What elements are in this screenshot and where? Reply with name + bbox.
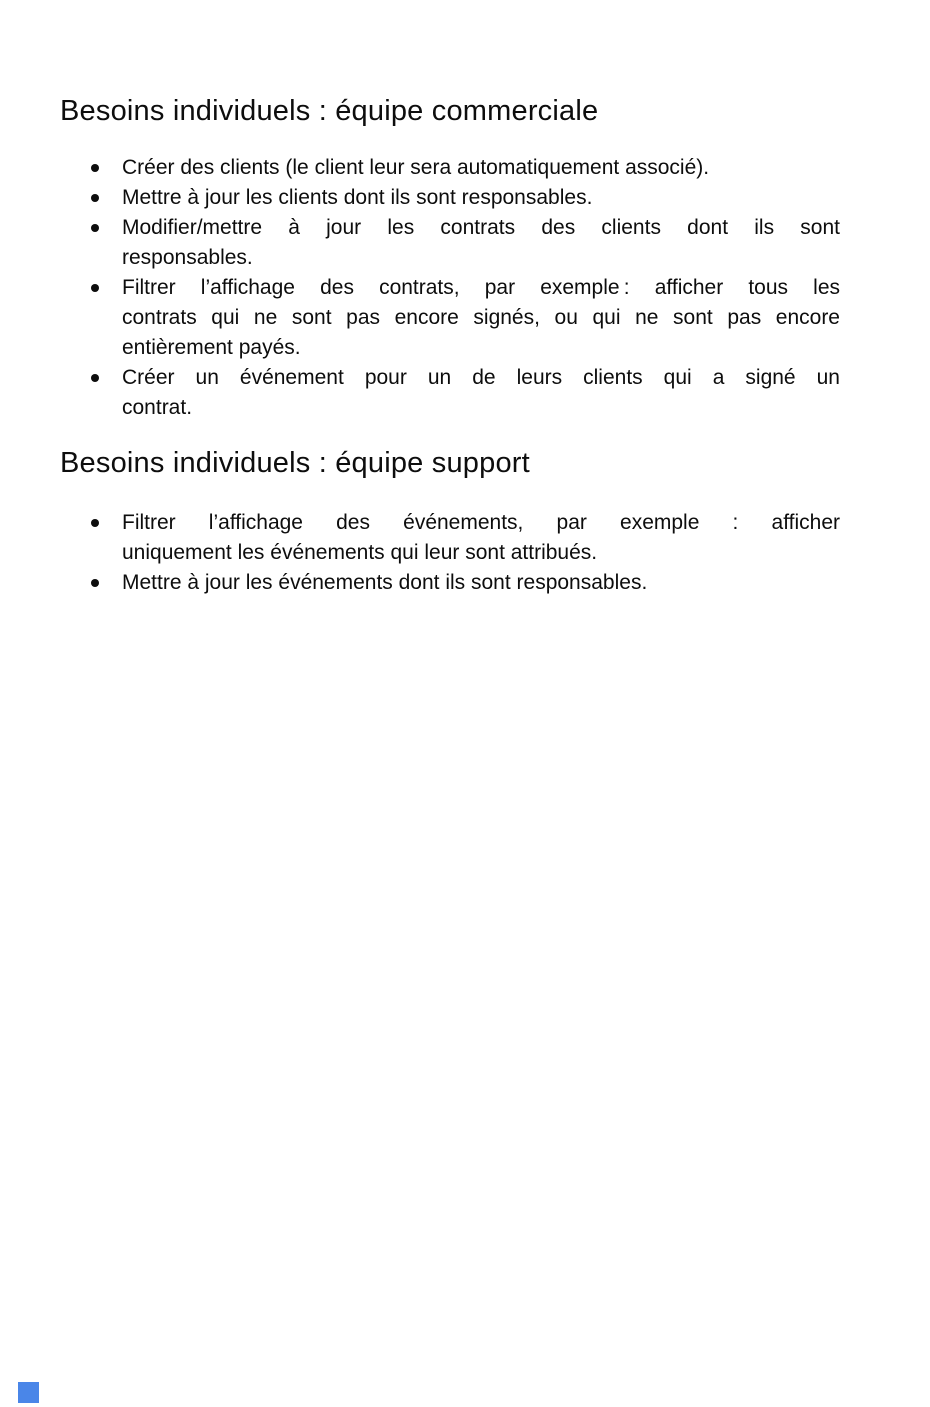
list-item xyxy=(60,363,840,423)
bullet-line: entièrement payés. xyxy=(122,336,301,359)
bullet-icon xyxy=(91,374,99,382)
bullet-line: Créer des clients (le client leur sera automatiquement associé). xyxy=(122,156,710,179)
page-bottom-blue-artifact xyxy=(18,1382,39,1403)
bullet-icon xyxy=(91,579,99,587)
list-item xyxy=(60,508,840,568)
section-heading-equipe-commerciale: Besoins individuels : équipe commerciale xyxy=(60,95,599,127)
bullet-line: uniquement les événements qui leur sont attribués. xyxy=(122,541,598,564)
bullet-icon xyxy=(91,224,99,232)
list-item xyxy=(60,183,840,213)
list-item xyxy=(60,568,840,598)
bullet-list-commerciale xyxy=(60,153,840,423)
bullet-line: Créer un événement pour un de leurs clients qui a signé un xyxy=(122,366,840,389)
bullet-icon xyxy=(91,284,99,292)
bullet-line: responsables. xyxy=(122,246,253,269)
bullet-line: Modifier/mettre à jour les contrats des clients dont ils sont xyxy=(122,216,840,239)
bullet-icon xyxy=(91,164,99,172)
bullet-line: Filtrer l’affichage des événements, par exemple : afficher xyxy=(122,511,840,534)
section-heading-equipe-support: Besoins individuels : équipe support xyxy=(60,447,530,479)
bullet-line: contrat. xyxy=(122,396,193,419)
list-item xyxy=(60,153,840,183)
bullet-line: Mettre à jour les événements dont ils sont responsables. xyxy=(122,571,648,594)
bullet-icon xyxy=(91,519,99,527)
list-item xyxy=(60,213,840,273)
bullet-icon xyxy=(91,194,99,202)
bullet-line: Mettre à jour les clients dont ils sont responsables. xyxy=(122,186,593,209)
list-item xyxy=(60,273,840,363)
bullet-line: contrats qui ne sont pas encore signés, ou qui ne sont pas encore xyxy=(122,306,840,329)
bullet-line: Filtrer l’affichage des contrats, par exemple : afficher tous les xyxy=(122,276,840,299)
document-page xyxy=(0,93,930,598)
bullet-list-support xyxy=(60,508,840,598)
